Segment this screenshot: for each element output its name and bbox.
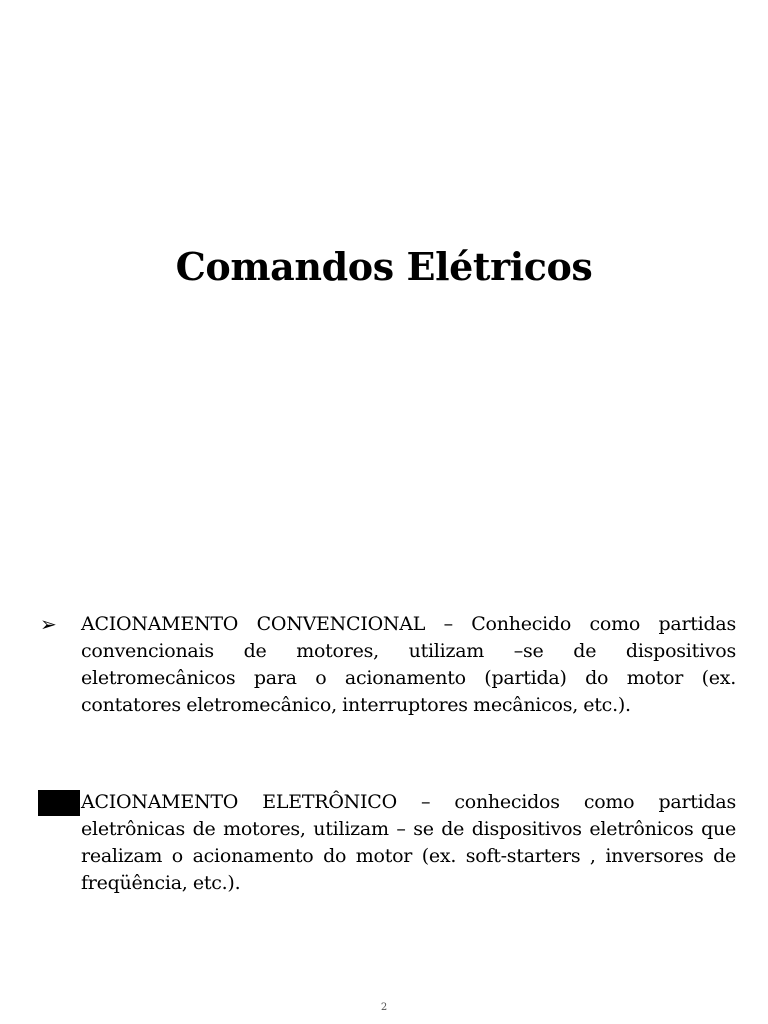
bullet-item-conventional <box>38 611 736 719</box>
bullet-text-electronic: ACIONAMENTO ELETRÔNICO – conhecidos como partidas eletrônicas de motores, utilizam – se de dispositivos eletrônicos que realizam o acionamento do motor (ex. soft-starters , inversores de freqüência, etc.). <box>81 791 736 894</box>
bullet-text-conventional: ACIONAMENTO CONVENCIONAL – Conhecido como partidas convencionais de motores, utilizam –se de dispositivos eletromecânicos para o acionamento (partida) do motor (ex. contatores eletromecânico, interruptores mecânicos, etc.). <box>81 613 736 716</box>
page-title: Comandos Elétricos <box>175 244 593 290</box>
arrow-bullet-icon: ➢ <box>40 612 57 636</box>
redaction-block-icon <box>38 790 80 816</box>
bullet-item-electronic <box>38 789 736 897</box>
page-number: 2 <box>380 1002 388 1013</box>
